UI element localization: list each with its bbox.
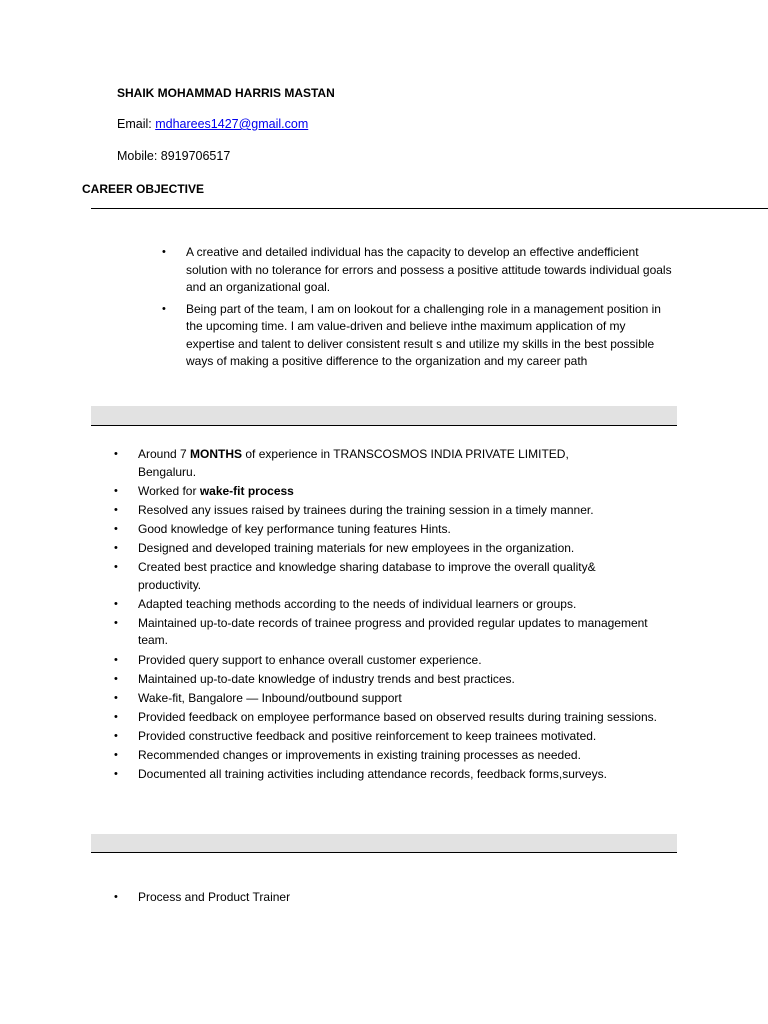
list-item: • Worked for wake-fit process <box>138 483 658 501</box>
candidate-name: SHAIK MOHAMMAD HARRIS MASTAN <box>117 86 335 100</box>
bullet-icon: • <box>114 691 118 704</box>
bullet-icon: • <box>162 302 166 315</box>
list-item: • Designed and developed training materials for new employees in the organization. <box>138 540 658 558</box>
bullet-icon: • <box>114 448 118 460</box>
list-item: • Created best practice and knowledge sharing database to improve the overall quality& productivity. <box>114 560 596 592</box>
list-item: • Maintained up-to-date records of trainee progress and provided regular updates to management team. <box>114 615 648 648</box>
mobile-line: Mobile: 8919706517 <box>117 149 231 163</box>
list-item: • Resolved any issues raised by trainees during the training session in a timely manner. <box>138 502 658 520</box>
list-item: • Provided feedback on employee performance based on observed results during training sessions. <box>138 709 658 727</box>
bullet-icon: • <box>114 768 118 781</box>
list-item: • Provided query support to enhance overall customer experience. <box>138 652 658 670</box>
bullet-icon: • <box>114 891 118 903</box>
objective-text: Being part of the team, I am on lookout for a challenging role in a management position in the upcoming time. I am value-driven and believe inthe maximum application of my expertise and talent to deliver consistent result s and utilize my skills in the best possible ways of making a positive difference to the organization and my career path <box>186 301 661 368</box>
list-item: • Documented all training activities including attendance records, feedback forms,surveys. <box>138 766 658 784</box>
experience-list <box>114 446 658 785</box>
bullet-icon: • <box>114 597 118 610</box>
list-item: • Wake-fit, Bangalore — Inbound/outbound support <box>138 690 658 708</box>
email-line <box>117 117 308 131</box>
bullet-icon: • <box>114 522 118 535</box>
bullet-icon: • <box>114 561 118 574</box>
bullet-icon: • <box>114 616 118 629</box>
career-objective-heading: CAREER OBJECTIVE <box>82 182 205 196</box>
objective-text: A creative and detailed individual has the capacity to develop an effective andefficient solution with no tolerance for errors and possess a positive attitude towards individual goals and an organizational goal. <box>186 245 672 294</box>
section-divider <box>91 425 677 426</box>
list-item <box>162 301 676 371</box>
roles-section-bar <box>91 834 677 852</box>
bullet-icon: • <box>114 672 118 685</box>
email-link[interactable]: mdharees1427@gmail.com <box>155 117 309 131</box>
list-item: • Good knowledge of key performance tuning features Hints. <box>138 521 658 539</box>
list-item: • Around 7 MONTHS of experience in TRANSCOSMOS INDIA PRIVATE LIMITED, Bengaluru. <box>114 447 569 479</box>
section-divider <box>91 208 768 209</box>
list-item <box>162 244 676 297</box>
list-item: • Maintained up-to-date knowledge of industry trends and best practices. <box>138 671 658 689</box>
bullet-icon: • <box>114 541 118 554</box>
bullet-icon: • <box>114 749 118 761</box>
email-label: Email: <box>117 117 156 131</box>
roles-list <box>114 889 658 907</box>
bullet-icon: • <box>114 503 118 516</box>
list-item: • Recommended changes or improvements in existing training processes as needed. <box>138 747 658 765</box>
list-item: • Process and Product Trainer <box>138 889 658 907</box>
bullet-icon: • <box>114 729 118 742</box>
list-item: • Provided constructive feedback and positive reinforcement to keep trainees motivated. <box>138 728 658 746</box>
bullet-icon: • <box>114 653 118 666</box>
list-item: • Adapted teaching methods according to the needs of individual learners or groups. <box>138 596 658 614</box>
career-objective-list <box>162 244 676 375</box>
bullet-icon: • <box>114 484 118 497</box>
experience-section-bar <box>91 406 677 425</box>
section-divider <box>91 852 677 853</box>
bullet-icon: • <box>114 710 118 723</box>
bullet-icon: • <box>162 246 166 258</box>
